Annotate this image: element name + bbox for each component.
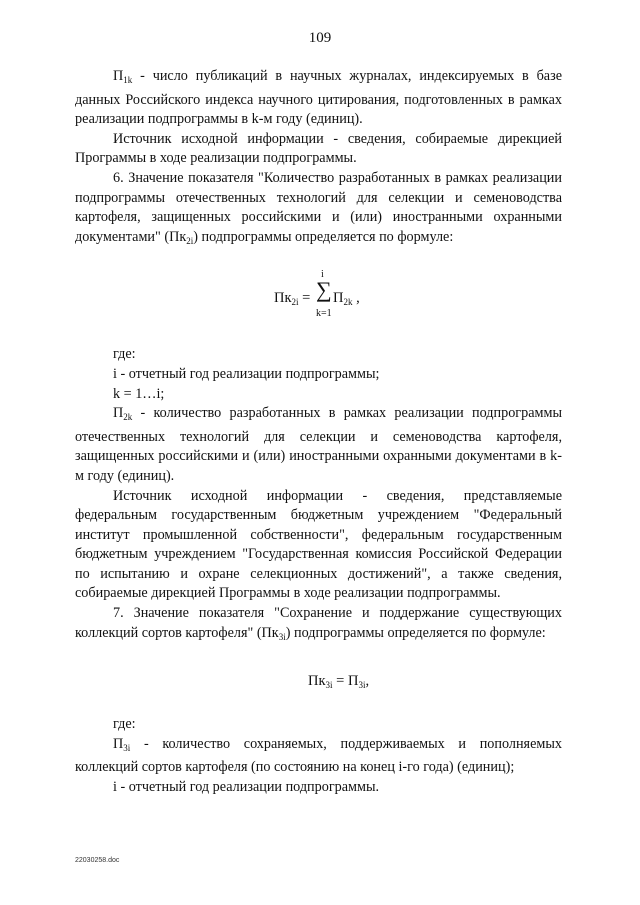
symbol-subscript: 2i (186, 235, 194, 246)
formula-lhs: $Пк_{2i}$ = (274, 290, 311, 308)
sum-upper-limit: i (321, 269, 324, 281)
where-label-2: где: (113, 716, 136, 733)
document-filename: 22030258.doc (75, 857, 120, 864)
sum-lower-limit: k=1 (316, 308, 332, 320)
paragraph-p1k-definition (75, 67, 562, 130)
indicator-text-end: ) подпрограммы определяется по формуле: (193, 228, 454, 245)
paragraph-indicator-7: 7. Значение показателя "Сохранение и поддержание существующих коллекций сортов картофеля" $(Пк_{3i})$ подпрограммы определяется по формуле: (75, 605, 562, 642)
indicator-text: 6. Значение показателя "Количество разработанных в рамках реализации подпрограммы отечественных технологий для селекции и семеноводства картофеля, защищенных российскими и (или) иностранными охранными документами" (Пк (75, 169, 562, 245)
page-number: 109 (308, 30, 332, 46)
sum-sign: ∑ (316, 277, 332, 303)
k-definition: k = 1…i; (113, 385, 165, 402)
paragraph-p2k-definition: $П_{2k}$ - количество разработанных в рамках реализации подпрограммы отечественных технологий для селекции и семеноводства картофеля, защищенных российскими и (или) иностранными охранными документами в k-м году (единиц). (75, 405, 562, 484)
paragraph-source-2: Источник исходной информации - сведения, представляемые федеральным государственным бюджетным учреждением "Федеральный институт промышленной собственности", федеральным государственным бюджетным учреждением "Государственная комиссия Российской Федерации по испытанию и охране селекционных достижений", а также сведения, собираемые дирекцией Программы в ходе реализации подпрограммы. (75, 487, 562, 602)
formula-expression: $Пк_{3i} = П_{3i}$, (308, 673, 370, 691)
paragraph-p3i-definition: $П_{3i}$ - количество сохраняемых, поддерживаемых и пополняемых коллекций сортов картофеля (по состоянию на конец i-го года) (единиц); (75, 735, 562, 776)
document-body (75, 67, 562, 798)
formula-pk3i (75, 665, 562, 705)
definition-text: - число публикаций в научных журналах, индексируемых в базе данных Российского индекса научного цитирования, подготовленных в рамках реализации подпрограммы в k-м году (единиц). (75, 68, 562, 128)
i-definition-2: i - отчетный год реализации подпрограммы. (113, 779, 380, 796)
where-label: где: (113, 346, 136, 363)
formula-rhs: $П_{2k}$ , (333, 290, 360, 308)
symbol: П (113, 68, 124, 84)
paragraph-indicator-6 (75, 169, 562, 251)
paragraph-source: Источник исходной информации - сведения, собираемые дирекцией Программы в ходе реализации подпрограммы. (75, 130, 562, 167)
formula-pk2i (75, 269, 562, 333)
i-definition: i - отчетный год реализации подпрограммы; (113, 365, 380, 382)
symbol-subscript: 1k (123, 75, 133, 85)
